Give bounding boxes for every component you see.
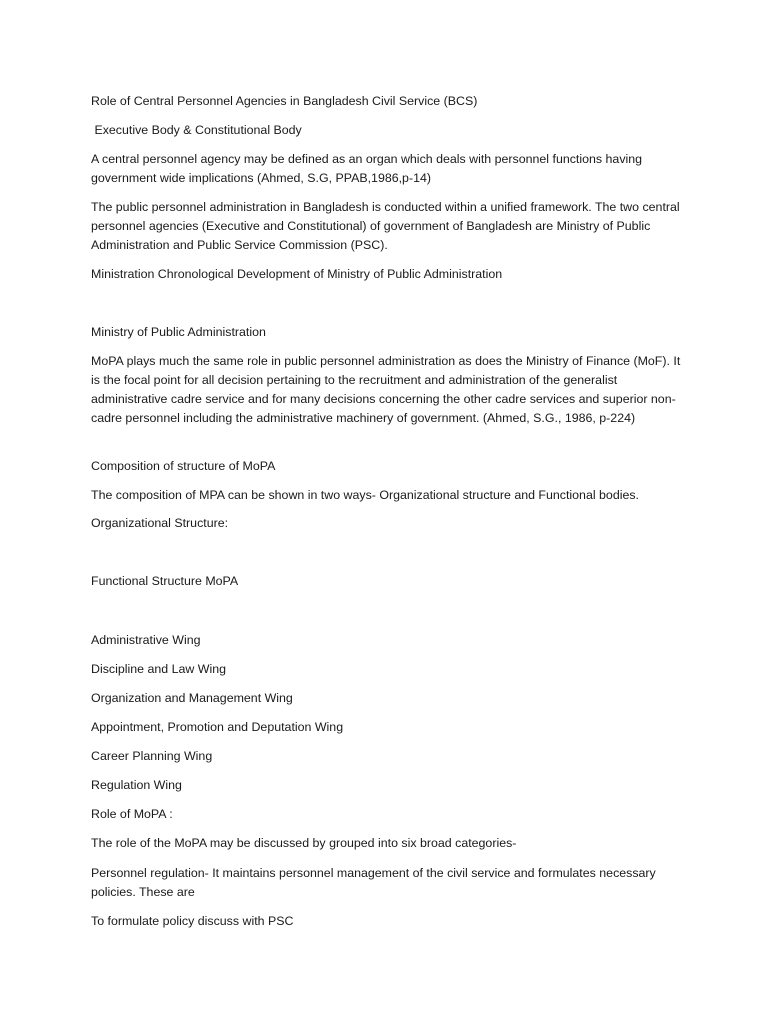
definition-paragraph: A central personnel agency may be defined as an organ which deals with personnel functions having government wide implications (Ahmed, S.G, PPAB,1986,p-14): [91, 152, 643, 185]
list-item: Organization and Management Wing: [91, 691, 293, 705]
subtitle: Executive Body & Constitutional Body: [91, 123, 302, 137]
section-heading: Organizational Structure:: [91, 516, 229, 530]
mopa-role-paragraph: MoPA plays much the same role in public personnel administration as does the Ministry of Finance (MoF). It is the focal point for all decision pertaining to the recruitment and administration of the generalist administrative cadre service and for many decisions concerning the other cadre services and superior non-cadre personnel including the administrative machinery of government. (Ahmed, S.G., 1986, p-224): [91, 354, 681, 425]
section-heading: Composition of structure of MoPA: [91, 459, 276, 473]
section-heading: Ministry of Public Administration: [91, 325, 266, 339]
list-item: Regulation Wing: [91, 778, 182, 792]
list-item: Career Planning Wing: [91, 749, 213, 763]
framework-paragraph: The public personnel administration in Bangladesh is conducted within a unified framework. The two central personnel agencies (Executive and Constitutional) of government of Bangladesh are Ministry of Public Administration and Public Service Commission (PSC).: [91, 200, 680, 252]
composition-paragraph: The composition of MPA can be shown in two ways- Organizational structure and Functional bodies.: [91, 488, 639, 502]
list-item: Appointment, Promotion and Deputation Wing: [91, 720, 344, 734]
section-heading: Role of MoPA :: [91, 807, 173, 821]
body-paragraph: Personnel regulation- It maintains personnel management of the civil service and formulates necessary policies. These are: [91, 866, 656, 899]
list-item: Discipline and Law Wing: [91, 662, 226, 676]
list-item: Administrative Wing: [91, 633, 201, 647]
body-paragraph: The role of the MoPA may be discussed by grouped into six broad categories-: [91, 836, 517, 850]
section-heading: Functional Structure MoPA: [91, 574, 239, 588]
section-heading: Ministration Chronological Development of Ministry of Public Administration: [91, 267, 503, 281]
document-title: Role of Central Personnel Agencies in Bangladesh Civil Service (BCS): [91, 94, 478, 108]
body-paragraph: To formulate policy discuss with PSC: [91, 914, 294, 928]
